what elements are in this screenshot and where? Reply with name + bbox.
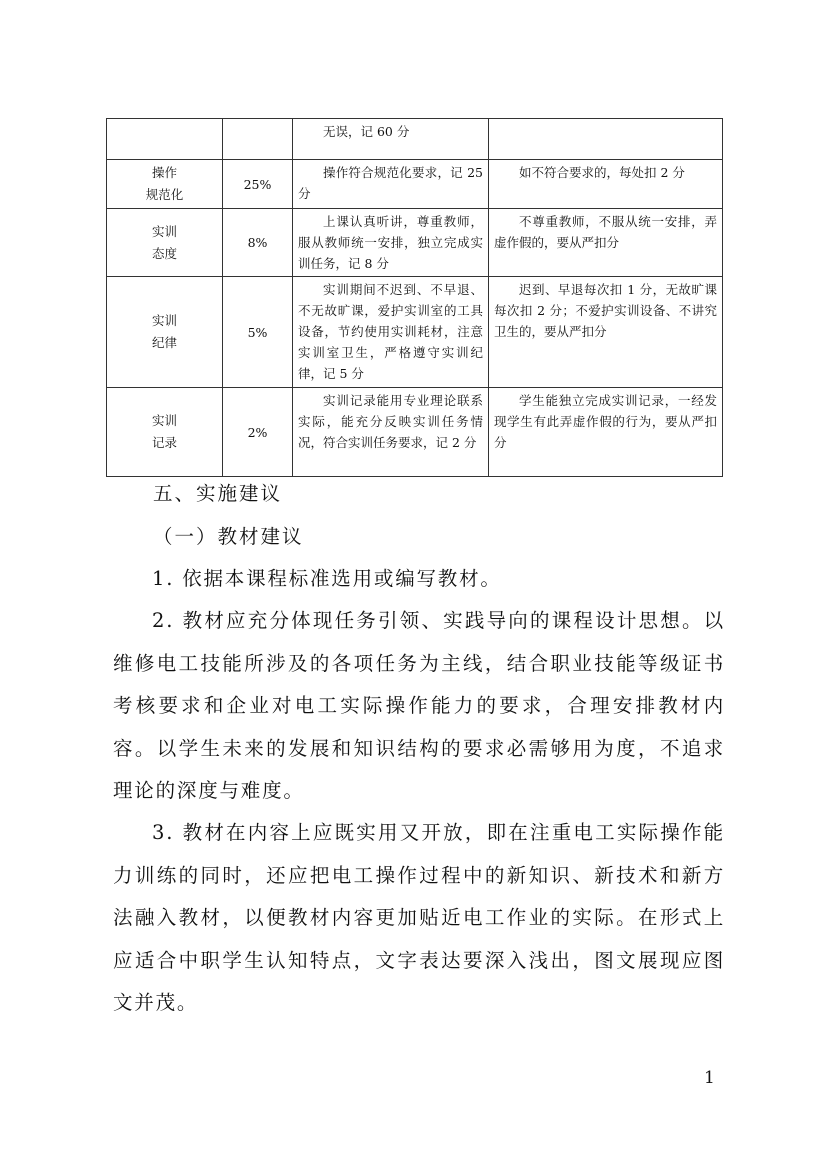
table-cell-weight: 2%	[223, 388, 293, 477]
table-row	[107, 388, 723, 477]
table-cell-weight: 8%	[223, 209, 293, 277]
paragraph-1: 1. 依据本课程标准选用或编写教材。	[152, 567, 502, 590]
table-cell-standard: 无误，记 60 分	[293, 119, 489, 160]
subsection-heading: （一）教材建议	[153, 525, 304, 548]
evaluation-table	[106, 118, 723, 477]
paragraph-2: 2. 教材应充分体现任务引领、实践导向的课程设计思想。以维修电工技能所涉及的各项任务为主线，结合职业技能等级证书考核要求和企业对电工实际操作能力的要求，合理安排教材内容。以学生未来的发展和知识结构的要求必需够用为度，不追求理论的深度与难度。	[113, 609, 725, 802]
table-row	[107, 277, 723, 388]
table-cell-item: 实训 记录	[107, 388, 223, 477]
table-cell-deduction: 如不符合要求的，每处扣 2 分	[489, 160, 723, 209]
table-cell-item: 实训 纪律	[107, 277, 223, 388]
page-number: 1	[704, 1068, 715, 1088]
table-cell-weight: 5%	[223, 277, 293, 388]
paragraph-3: 3. 教材在内容上应既实用又开放，即在注重电工实际操作能力训练的同时，还应把电工操作过程中的新知识、新技术和新方法融入教材，以便教材内容更加贴近电工作业的实际。在形式上应适合中职学生认知特点，文字表达要深入浅出，图文展现应图文并茂。	[113, 821, 725, 1014]
table-cell-standard: 实训记录能用专业理论联系实际，能充分反映实训任务情况，符合实训任务要求，记 2 分	[293, 388, 489, 477]
table-cell-standard: 操作符合规范化要求，记 25 分	[293, 160, 489, 209]
table-cell-standard: 实训期间不迟到、不早退、不无故旷课，爱护实训室的工具设备，节约使用实训耗材，注意实训室卫生，严格遵守实训纪律，记 5 分	[293, 277, 489, 388]
table-cell-standard: 上课认真听讲，尊重教师，服从教师统一安排，独立完成实训任务，记 8 分	[293, 209, 489, 277]
section-heading: 五、实施建议	[153, 482, 283, 505]
table-cell-item: 操作 规范化	[107, 160, 223, 209]
table-cell-deduction: 不尊重教师，不服从统一安排，弄虚作假的，要从严扣分	[489, 209, 723, 277]
table-row	[107, 209, 723, 277]
table-cell-weight	[223, 119, 293, 160]
table-cell-deduction	[489, 119, 723, 160]
table-cell-item	[107, 119, 223, 160]
table-cell-deduction: 迟到、早退每次扣 1 分，无故旷课每次扣 2 分；不爱护实训设备、不讲究卫生的，要从严扣分	[489, 277, 723, 388]
table-cell-item: 实训 态度	[107, 209, 223, 277]
table-cell-weight: 25%	[223, 160, 293, 209]
table-cell-deduction: 学生能独立完成实训记录，一经发现学生有此弄虚作假的行为，要从严扣分	[489, 388, 723, 477]
table-row	[107, 119, 723, 160]
table-row	[107, 160, 723, 209]
